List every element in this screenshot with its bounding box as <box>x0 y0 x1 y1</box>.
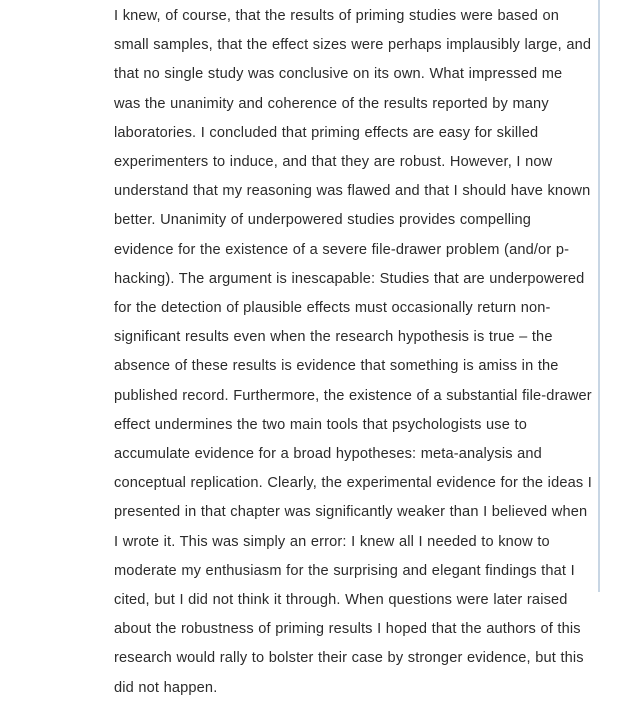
right-margin-rule <box>598 0 600 592</box>
left-margin-rule <box>110 0 111 592</box>
document-content <box>114 2 592 703</box>
body-paragraph: I knew, of course, that the results of priming studies were based on small samples, that the effect sizes were perhaps implausibly large, and that no single study was conclusive on its own. What impressed me was the unanimity and coherence of the results reported by many laboratories. I concluded that priming effects are easy for skilled experimenters to induce, and that they are robust. However, I now understand that my reasoning was flawed and that I should have known better. Unanimity of underpowered studies provides compelling evidence for the existence of a severe file-drawer problem (and/or p-hacking). The argument is inescapable: Studies that are underpowered for the detection of plausible effects must occasionally return non-significant results even when the research hypothesis is true – the absence of these results is evidence that something is amiss in the published record. Furthermore, the existence of a substantial file-drawer effect undermines the two main tools that psychologists use to accumulate evidence for a broad hypotheses: meta-analysis and conceptual replication. Clearly, the experimental evidence for the ideas I presented in that chapter was significantly weaker than I believed when I wrote it. This was simply an error: I knew all I needed to know to moderate my enthusiasm for the surprising and elegant findings that I cited, but I did not think it through. When questions were later raised about the robustness of priming results I hoped that the authors of this research would rally to bolster their case by stronger evidence, but this did not happen. <box>114 8 592 696</box>
